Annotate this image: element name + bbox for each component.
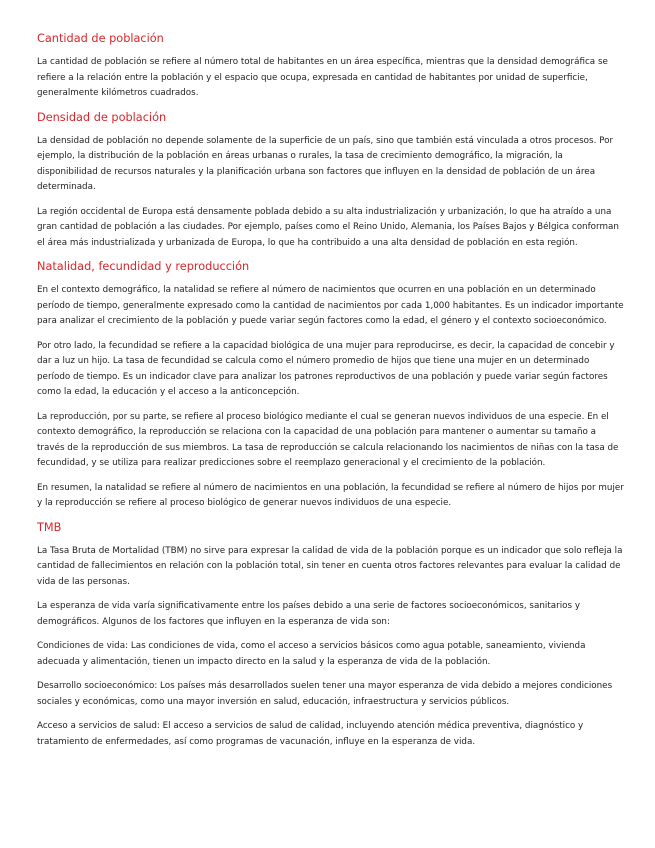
section-heading: Cantidad de población: [37, 32, 164, 45]
section-heading: Natalidad, fecundidad y reproducción: [37, 260, 250, 273]
section-densidad-de-poblacion: [37, 111, 625, 252]
paragraph: La reproducción, por su parte, se refiere al proceso biológico mediante el cual se generan nuevos individuos de una especie. En el contexto demográfico, la reproducción se relaciona con la capacidad de una población para mantener o aumentar su tamaño a través de la reproducción de sus miembros. La tasa de reproducción se calcula relacionando los nacimientos de niñas con la tasa de fecundidad, y se utiliza para realizar predicciones sobre el reemplazo generacional y el crecimiento de la población.: [37, 411, 619, 468]
paragraph: Condiciones de vida: Las condiciones de vida, como el acceso a servicios básicos como agua potable, saneamiento, vivienda adecuada y alimentación, tienen un impacto directo en la salud y la esperanza de vida de la población.: [37, 641, 586, 667]
paragraph: Desarrollo socioeconómico: Los países más desarrollados suelen tener una mayor esperanza de vida debido a mejores condiciones sociales y económicas, como una mayor inversión en salud, educación, infraestructura y servicios públicos.: [37, 681, 613, 707]
paragraph: Acceso a servicios de salud: El acceso a servicios de salud de calidad, incluyendo atención médica preventiva, diagnóstico y tratamiento de enfermedades, así como programas de vacunación, influye en la esperanza de vida.: [37, 721, 584, 747]
section-natalidad-fecundidad-reproduccion: [37, 260, 625, 512]
paragraph: En el contexto demográfico, la natalidad se refiere al número de nacimientos que ocurren en una población en un determinado período de tiempo, generalmente expresado como la cantidad de nacimientos por cada 1,000 habitantes. Es un indicador importante para analizar el crecimiento de la población y puede variar según factores como la edad, el género y el contexto socioeconómico.: [37, 285, 624, 326]
paragraph: La región occidental de Europa está densamente poblada debido a su alta industrialización y urbanización, lo que ha atraído a una gran cantidad de población a las ciudades. Por ejemplo, países como el Reino Unido, Alemania, los Países Bajos y Bélgica conforman el área más industrializada y urbanizada de Europa, lo que ha contribuido a una alta densidad de población en esta región.: [37, 206, 619, 248]
paragraph: La Tasa Bruta de Mortalidad (TBM) no sirve para expresar la calidad de vida de la población porque es un indicador que solo refleja la cantidad de fallecimientos en relación con la población total, sin tener en cuenta otros factores relevantes para evaluar la calidad de vida de las personas.: [37, 545, 623, 587]
paragraph: Por otro lado, la fecundidad se refiere a la capacidad biológica de una mujer para reproducirse, es decir, la capacidad de concebir y dar a luz un hijo. La tasa de fecundidad se calcula como el número promedio de hijos que tiene una mujer en un determinado período de tiempo. Es un indicador clave para analizar los patrones reproductivos de una población y puede variar según factores como la edad, la educación y el acceso a la anticoncepción.: [37, 340, 615, 397]
section-tmb: [37, 521, 625, 751]
section-heading: TMB: [37, 520, 62, 534]
section-cantidad-de-poblacion: [37, 32, 625, 102]
section-heading: Densidad de población: [37, 110, 167, 124]
paragraph: En resumen, la natalidad se refiere al número de nacimientos en una población, la fecundidad se refiere al número de hijos por mujer y la reproducción se refiere al proceso biológico de generar nuevos individuos de una especie.: [37, 482, 624, 508]
document-page: [37, 32, 625, 759]
paragraph: La esperanza de vida varía significativamente entre los países debido a una serie de factores socioeconómicos, sanitarios y demográficos. Algunos de los factores que influyen en la esperanza de vida son:: [37, 601, 581, 627]
paragraph: La cantidad de población se refiere al número total de habitantes en un área específica, mientras que la densidad demográfica se refiere a la relación entre la población y el espacio que ocupa, expresada en cantidad de habitantes por unidad de superficie, generalmente kilómetros cuadrados.: [37, 57, 608, 98]
paragraph: La densidad de población no depende solamente de la superficie de un país, sino que también está vinculada a otros procesos. Por ejemplo, la distribución de la población en áreas urbanas o rurales, la tasa de crecimiento demográfico, la migración, la disponibilidad de recursos naturales y la planificación urbana son factores que influyen en la densidad de población de un área determinada.: [37, 135, 614, 192]
